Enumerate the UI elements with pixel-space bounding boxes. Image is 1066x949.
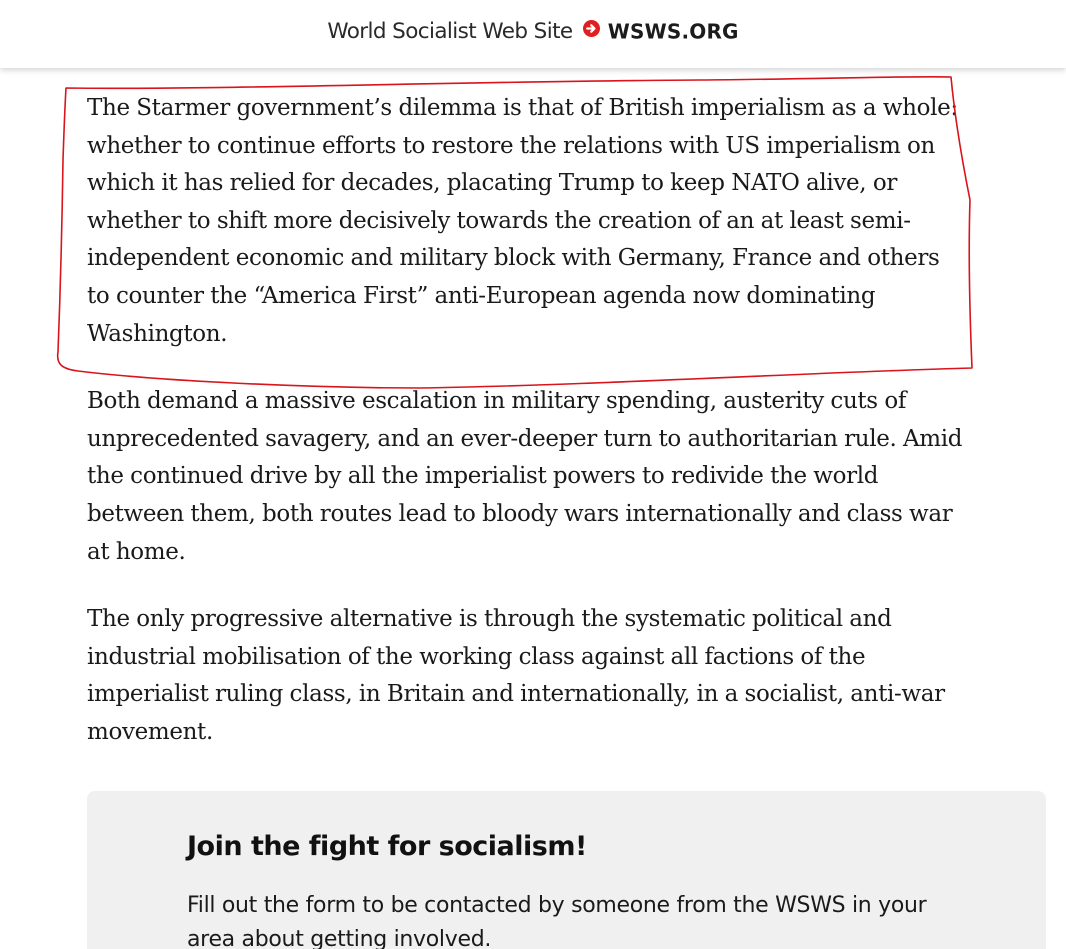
article-paragraph: The only progressive alternative is through the systematic political and industrial mobilisation of the working class against all factions of the imperialist ruling class, in Britain and internationally, in a socialist, anti-war movement. [87, 606, 945, 745]
article-paragraph: The Starmer government’s dilemma is that of British imperialism as a whole: whether to continue efforts to restore the relations with US imperialism on which it has relied for decades, placating Trump to keep NATO alive, or whether to shift more decisively towards the creation of an at least semi-independent economic and military block with Germany, France and others to counter the “America First” anti-European agenda now dominating Washington. [87, 95, 958, 347]
article-body [87, 90, 967, 782]
site-logo-text[interactable]: WSWS.ORG [607, 19, 739, 44]
join-description: Fill out the form to be contacted by someone from the WSWS in your area about getting involved. [187, 893, 927, 949]
join-title: Join the fight for socialism! [187, 831, 587, 862]
join-section [87, 791, 1046, 949]
site-brand[interactable] [0, 19, 1066, 44]
site-name[interactable]: World Socialist Web Site [327, 19, 573, 44]
site-header [0, 0, 1066, 68]
article-paragraph: Both demand a massive escalation in military spending, austerity cuts of unprecedented savagery, and an ever-deeper turn to authoritarian rule. Amid the continued drive by all the imperialist powers to redivide the world between them, both routes lead to bloody wars internationally and class war at home. [87, 388, 963, 565]
arrow-circle-icon [583, 20, 600, 41]
